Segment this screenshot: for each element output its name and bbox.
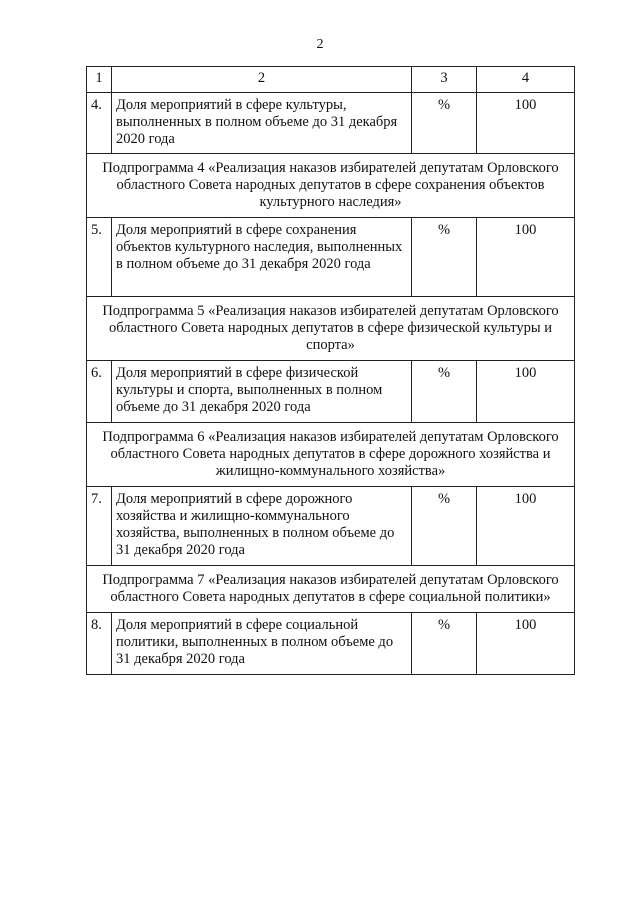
subprogram-row (87, 566, 575, 613)
subprogram-row (87, 423, 575, 487)
indicator-value: 100 (477, 487, 575, 566)
indicator-unit: % (412, 487, 477, 566)
row-number: 5. (87, 218, 112, 297)
subprogram-row (87, 154, 575, 218)
indicator-name: Доля мероприятий в сфере физической культуры и спорта, выполненных в полном объеме до 31 декабря 2020 года (112, 361, 412, 423)
indicator-name: Доля мероприятий в сфере дорожного хозяйства и жилищно-коммунального хозяйства, выполненных в полном объеме до 31 декабря 2020 года (112, 487, 412, 566)
indicator-unit: % (412, 361, 477, 423)
row-number: 6. (87, 361, 112, 423)
indicator-unit: % (412, 613, 477, 675)
row-number: 4. (87, 93, 112, 154)
indicator-value: 100 (477, 361, 575, 423)
table-row (87, 361, 575, 423)
table-row (87, 487, 575, 566)
row-number: 7. (87, 487, 112, 566)
indicator-value: 100 (477, 613, 575, 675)
subprogram-title: Подпрограмма 6 «Реализация наказов избирателей депутатам Орловского областного Совета народных депутатов в сфере дорожного хозяйства и жилищно-коммунального хозяйства» (87, 423, 575, 487)
indicator-unit: % (412, 218, 477, 297)
header-cell-4: 4 (477, 67, 575, 93)
table-header-row (87, 67, 575, 93)
indicator-name: Доля мероприятий в сфере сохранения объектов культурного наследия, выполненных в полном объеме до 31 декабря 2020 года (112, 218, 412, 297)
table-row (87, 218, 575, 297)
table-row (87, 93, 575, 154)
subprogram-title: Подпрограмма 7 «Реализация наказов избирателей депутатам Орловского областного Совета народных депутатов в сфере социальной политики» (87, 566, 575, 613)
indicator-unit: % (412, 93, 477, 154)
indicator-name: Доля мероприятий в сфере социальной политики, выполненных в полном объеме до 31 декабря 2020 года (112, 613, 412, 675)
header-cell-3: 3 (412, 67, 477, 93)
subprogram-title: Подпрограмма 4 «Реализация наказов избирателей депутатам Орловского областного Совета народных депутатов в сфере сохранения объектов культурного наследия» (87, 154, 575, 218)
indicator-name: Доля мероприятий в сфере культуры, выполненных в полном объеме до 31 декабря 2020 года (112, 93, 412, 154)
page-number: 2 (316, 37, 324, 52)
header-cell-1: 1 (87, 67, 112, 93)
table-row (87, 613, 575, 675)
subprogram-title: Подпрограмма 5 «Реализация наказов избирателей депутатам Орловского областного Совета народных депутатов в сфере физической культуры и спорта» (87, 297, 575, 361)
indicators-table (86, 66, 575, 675)
row-number: 8. (87, 613, 112, 675)
indicator-value: 100 (477, 93, 575, 154)
header-cell-2: 2 (112, 67, 412, 93)
subprogram-row (87, 297, 575, 361)
indicator-value: 100 (477, 218, 575, 297)
